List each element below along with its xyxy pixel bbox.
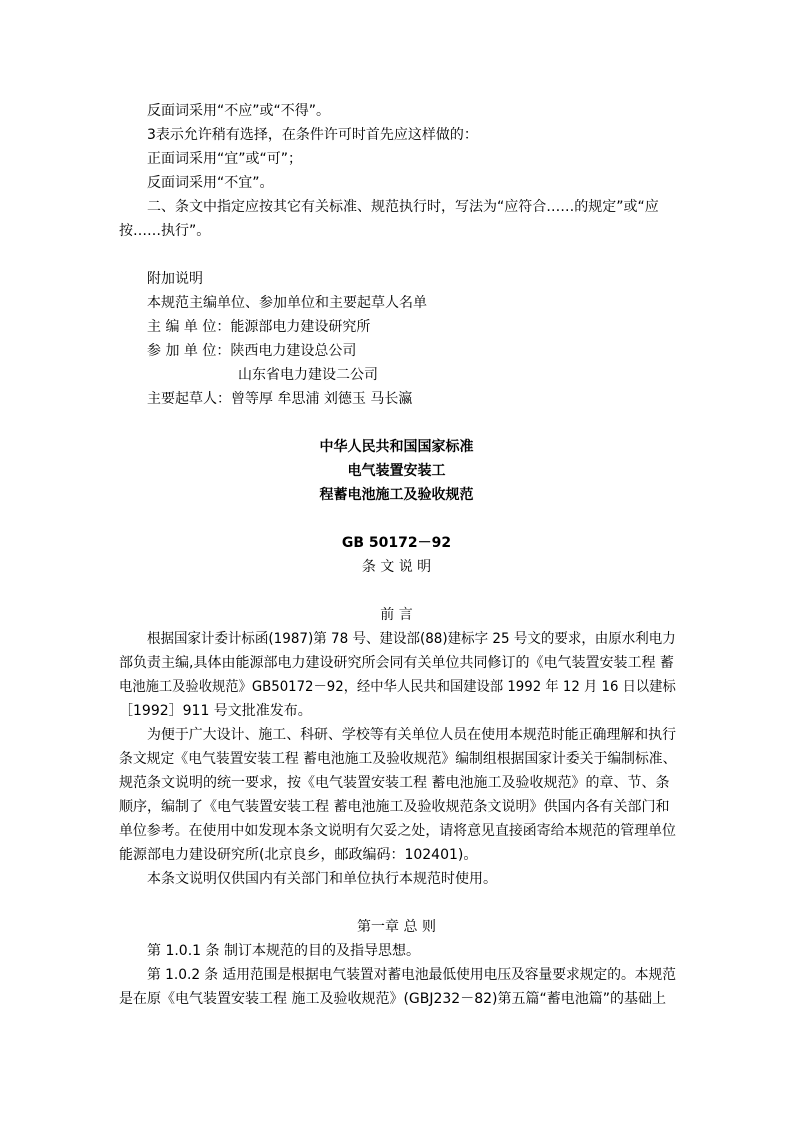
text-line: 是在原《电气装置安装工程 施工及验收规范》(GBJ232－82)第五篇“蓄电池篇”的基础上 [119,991,666,1007]
standard-code: GB 50172－92 [341,535,452,551]
text-line: 3表示允许稍有选择，在条件许可时首先应这样做的： [147,127,478,143]
text-line: 反面词采用“不应”或“不得”。 [147,103,331,119]
text-line: 参 加 单 位：陕西电力建设总公司 [147,343,357,359]
preface-heading: 前 言 [380,607,413,623]
text-line: 按……执行”。 [119,223,211,239]
text-line: 正面词采用“宜”或“可”； [147,151,303,167]
text-line: 本规范主编单位、参加单位和主要起草人名单 [147,295,427,311]
text-line: 山东省电力建设二公司 [238,367,378,383]
text-line: 电池施工及验收规范》GB50172－92，经中华人民共和国建设部 1992 年 12 月 16 日以建标 [119,679,676,695]
text-line: ［1992］911 号文批准发布。 [119,703,312,719]
text-line: 部负责主编,具体由能源部电力建设研究所会同有关单位共同修订的《电气装置安装工程 蓄 [119,655,674,671]
text-line: 本条文说明仅供国内有关部门和单位执行本规范时使用。 [147,871,497,887]
text-line: 主 编 单 位：能源部电力建设研究所 [147,319,371,335]
text-line: 顺序，编制了《电气装置安装工程 蓄电池施工及验收规范条文说明》供国内各有关部门和 [119,799,670,815]
chapter-heading: 第一章 总 则 [357,919,436,935]
section-subtitle: 条 文 说 明 [361,559,432,575]
standard-title: 中华人民共和国国家标准 [319,439,474,455]
standard-title: 电气装置安装工 [347,463,446,479]
text-line: 二、条文中指定应按其它有关标准、规范执行时，写法为“应符合……的规定”或“应 [147,199,659,215]
text-line: 主要起草人：曾等厚 牟思浦 刘德玉 马长瀛 [147,391,413,407]
text-line: 规范条文说明的统一要求，按《电气装置安装工程 蓄电池施工及验收规范》的章、节、条 [119,775,670,791]
text-line: 单位参考。在使用中如发现本条文说明有欠妥之处，请将意见直接函寄给本规范的管理单位 [119,823,676,839]
text-line: 能源部电力建设研究所(北京良乡，邮政编码：102401)。 [119,847,478,863]
text-line: 第 1.0.2 条 适用范围是根据电气装置对蓄电池最低使用电压及容量要求规定的。本规范 [147,967,676,983]
text-line: 条文规定《电气装置安装工程 蓄电池施工及验收规范》编制组根据国家计委关于编制标准、 [119,751,677,767]
standard-title: 程蓄电池施工及验收规范 [319,487,474,503]
appendix-heading: 附加说明 [147,271,203,287]
text-line: 为便于广大设计、施工、科研、学校等有关单位人员在使用本规范时能正确理解和执行 [147,727,677,743]
text-line: 第 1.0.1 条 制订本规范的目的及指导思想。 [147,943,420,959]
text-line: 根据国家计委计标函(1987)第 78 号、建设部(88)建标字 25 号文的要求，由原水利电力 [147,631,676,647]
text-line: 反面词采用“不宜”。 [147,175,274,191]
